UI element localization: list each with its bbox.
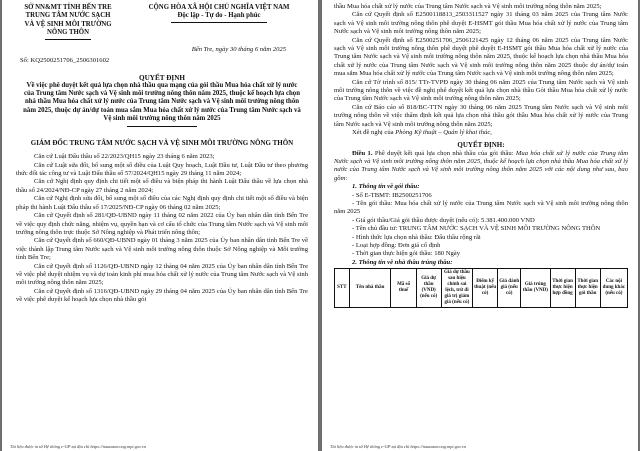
table-header-row — [335, 269, 628, 308]
basis-paragraph: Căn cứ Quyết định số E2500118813_2503311527 ngày 31 tháng 03 năm 2025 của Trung tâm Nước sạch và Vệ sinh môi trường nông thôn phê duyệt E-HSMT gói thầu Mua hóa chất xử lý nước của Trung tâm Nước sạch và Vệ sinh môi trường nông thôn năm 2025; — [334, 11, 628, 36]
package-info-item: - Giá gói thầu/Giá gói thầu được duyệt (nếu có): 5.381.400.000 VND — [352, 216, 535, 224]
article-1-tail: Mua hóa chất xử lý nước của Trung tâm Nước sạch và Vệ sinh môi trường nông thôn năm 2025 với các nội dung như sau, bao gồm: — [334, 157, 629, 182]
agency-underline — [45, 39, 91, 40]
document-page-2 — [322, 0, 638, 451]
document-number: Số: KQ2500251706_2506301602 — [20, 56, 110, 64]
basis-paragraph: Căn cứ Báo cáo số 818/BC-TTN ngày 30 tháng 06 năm 2025 Trung tâm Nước sạch và Vệ sinh môi trường nông thôn về việc thẩm định kết quả lựa chọn nhà thầu gói thầu Mua hóa chất xử lý nước của Trung tâm Nước sạch và Vệ sinh môi trường nông thôn năm 2025; — [334, 103, 628, 128]
article-1-label: Điều 1. — [352, 149, 373, 157]
agency-line: SỞ NN&MT TỈNH BẾN TRE — [24, 4, 112, 11]
document-header — [16, 4, 308, 40]
continued-paragraph: thầu Mua hóa chất xử lý nước của Trung tâm Nước sạch và Vệ sinh môi trường nông thôn năm 2025; — [334, 3, 602, 10]
basis-paragraph: Căn cứ Quyết định số 660/QĐ-UBND ngày 01 tháng 3 năm 2025 của Ủy ban nhân dân tỉnh Bến Tre về việc thành lập Trung tâm Nước sạch và Vệ sinh môi trường nông thôn thuộc Sở Nông nghiệp và Môi trường tỉnh Bến Tre; — [16, 237, 308, 262]
agency-line: VÀ VỆ SINH MÔI TRƯỜNG — [24, 20, 112, 28]
table-header-cell: Giá dự thầu sau hiệu chỉnh sai lệch, trừ đi giá trị giảm giá (nếu có) — [441, 269, 472, 308]
national-motto: Độc lập - Tự do - Hạnh phúc — [177, 12, 261, 20]
decision-heading: QUYẾT ĐỊNH: — [457, 140, 505, 149]
article-1 — [334, 150, 628, 184]
document-page-1 — [2, 0, 318, 451]
legal-basis — [16, 153, 308, 304]
issuing-authority: GIÁM ĐỐC TRUNG TÂM NƯỚC SẠCH VÀ VỆ SINH MÔI TRƯỜNG NÔNG THÔN — [30, 138, 294, 147]
national-header — [130, 4, 308, 40]
agency-line: NÔNG THÔN — [47, 29, 89, 37]
package-info-item: - Tên chủ đầu tư: TRUNG TÂM NƯỚC SẠCH VÀ VỆ SINH MÔI TRƯỜNG NÔNG THÔN — [352, 225, 601, 233]
table-header-cell: Thời gian thực hiện hợp đồng — [550, 269, 575, 308]
basis-paragraph: Căn cứ Quyết định số 1126/QĐ-UBND ngày 12 tháng 04 năm 2025 của Ủy ban nhân dân tỉnh Bến Tre về việc phê duyệt nhiệm vụ và dự toán kinh phí mua hóa chất xử lý nước của Trung tâm Nước sạch và Vệ sinh môi trường nông thôn năm 2025; — [16, 262, 308, 287]
request-unit: Phòng Kỹ thuật – Quản lý khai thác — [395, 129, 491, 137]
table-header-cell: STT — [335, 269, 350, 308]
basis-paragraph: Căn cứ Luật sửa đổi, bổ sung một số điều của Luật Quy hoạch, Luật Đầu tư, Luật Đầu tư theo phương thức đối tác công tư và Luật Đấu thầu số 57/2024/QH15 ngày 29 tháng 11 năm 2024; — [16, 161, 308, 178]
page-footer: Tài liệu được in từ Hệ thống e-GP tại địa chỉ https://muasamcong.mpi.gov.vn — [10, 444, 146, 449]
page-footer: Tài liệu được in từ Hệ thống e-GP tại địa chỉ https://muasamcong.mpi.gov.vn — [330, 444, 466, 449]
table-header-cell: Thời gian thực hiện gói thầu — [575, 269, 600, 308]
table-header-cell: Tên nhà thầu — [349, 269, 391, 308]
document-subject: Về việc phê duyệt kết quả lựa chọn nhà thầu qua mạng của gói thầu Mua hóa chất xử lý nước của Trung tâm Nước sạch và Vệ sinh môi trường nông thôn năm 2025, thuộc kế hoạch lựa chọn nhà thầu Mua hóa chất xử lý nước của Trung tâm Nước sạch và Vệ sinh môi trường nông thôn năm 2025, thuộc dự án/dự toán mua sắm Mua hóa chất xử lý nước của Trung tâm Nước sạch và Vệ sinh môi trường nông thôn năm 2025 — [23, 81, 301, 123]
nation-name: CỘNG HÒA XÃ HỘI CHỦ NGHĨA VIỆT NAM — [148, 4, 290, 11]
basis-paragraph: Căn cứ Nghị định quy định chi tiết một số điều và biện pháp thi hành Luật Đấu thầu về lựa chọn nhà thầu số 24/2024/NĐ-CP ngày 27 tháng 2 năm 2024; — [16, 178, 308, 194]
place-date: Bến Tre, ngày 30 tháng 6 năm 2025 — [191, 45, 286, 53]
table-header-cell: Giá dự thầu (VND) (nếu có) — [416, 269, 441, 308]
table-header-cell: Điểm kỹ thuật (nếu có) — [473, 269, 498, 308]
basis-paragraph: Căn cứ Luật Đấu thầu số 22/2023/QH15 ngày 23 tháng 6 năm 2023; — [34, 153, 215, 161]
basis-paragraph: Căn cứ Quyết định số 1316/QĐ-UBND ngày 29 tháng 04 năm 2025 của Ủy ban nhân dân tỉnh Bến Tre về việc phê duyệt kế hoạch lựa chọn nhà thầu gói — [16, 287, 308, 304]
package-info-item: - Loại hợp đồng: Đơn giá cố định — [352, 241, 441, 249]
subject-underline — [127, 126, 197, 127]
table-header-cell: Mã số thuế — [391, 269, 416, 308]
package-info-item: - Thời gian thực hiện gói thầu: 180 Ngày — [352, 250, 461, 258]
package-info-item: - Hình thức lựa chọn nhà thầu: Đấu thầu rộng rãi — [352, 233, 481, 241]
request-line — [334, 129, 628, 137]
section-2-heading: 2. Thông tin về nhà thầu trúng thầu: — [352, 258, 453, 266]
table-header-cell: Các nội dung khác (nếu có) — [600, 269, 627, 308]
table-header-cell: Giá đánh giá (nếu có) — [498, 269, 521, 308]
winning-bidder-table — [334, 268, 628, 308]
package-info-item: - Số E-TBMT: IB2500251706 — [352, 191, 432, 199]
basis-paragraph: Căn cứ Nghị định sửa đổi, bổ sung một số điều của các Nghị định quy định chi tiết một số điều và biện pháp thi hành Luật Đấu thầu số 17/2025/NĐ-CP ngày 06 tháng 02 năm 2025; — [16, 195, 308, 211]
document-title: QUYẾT ĐỊNH — [139, 73, 185, 82]
agency-line: TRUNG TÂM NƯỚC SẠCH — [25, 12, 111, 20]
basis-paragraph: Căn cứ Quyết định số 281/QĐ-UBND ngày 11 tháng 02 năm 2022 của Ủy ban nhân dân tỉnh Bến Tre về việc quy định chức năng, nhiệm vụ, quyền hạn và cơ cấu tổ chức của Trung tâm Nước sạch và Vệ sinh môi trường nông thôn trực thuộc Sở Nông nghiệp và Phát triển nông thôn; — [16, 212, 308, 236]
package-info-item: - Tên gói thầu: Mua hóa chất xử lý nước của Trung tâm Nước sạch và Vệ sinh môi trường nông thôn năm 2025 — [334, 199, 628, 216]
request-suffix: , — [490, 129, 492, 137]
article-1-package: Mua hóa chất xử lý nước của Trung tâm Nước sạch và Vệ sinh môi trường nông thôn năm 2025, thuộc kế hoạch lựa chọn nhà thầu — [334, 149, 629, 165]
motto-underline — [171, 22, 267, 23]
basis-paragraph: Căn cứ Tờ trình số 815/ TTr-TVPĐ ngày 30 tháng 06 năm 2025 của Trung tâm Nước sạch và Vệ sinh môi trường nông thôn về việc đề nghị phê duyệt kết quả lựa chọn nhà thầu Gói thầu Mua hóa chất xử lý nước của Trung tâm Nước sạch và Vệ sinh môi trường nông thôn năm 2025; — [334, 78, 628, 103]
issuing-agency — [16, 4, 120, 40]
basis-paragraph: Căn cứ Quyết định số E2500251706_2506121425 ngày 12 tháng 06 năm 2025 của Trung tâm Nước sạch và Vệ sinh môi trường nông thôn phê duyệt phê duyệt E-HSMT gói thầu Mua hóa chất xử lý nước của Trung tâm Nước sạch và Vệ sinh môi trường nông thôn năm 2025, thuộc kế hoạch lựa chọn nhà thầu Mua hóa chất xử lý nước của Trung tâm Nước sạch và Vệ sinh môi trường nông thôn năm 2025 thuộc dự án/dự toán mua sắm Mua hóa chất xử lý nước của Trung tâm Nước sạch và Vệ sinh môi trường nông thôn năm 2025; — [334, 36, 628, 78]
request-prefix: Xét đề nghị của — [352, 129, 396, 137]
section-1-heading: 1. Thông tin về gói thầu: — [352, 183, 420, 191]
table-header-cell: Giá trúng thầu (VND) — [521, 269, 550, 308]
article-1-text: Phê duyệt kết quả lựa chọn nhà thầu của gói thầu: — [372, 149, 516, 157]
